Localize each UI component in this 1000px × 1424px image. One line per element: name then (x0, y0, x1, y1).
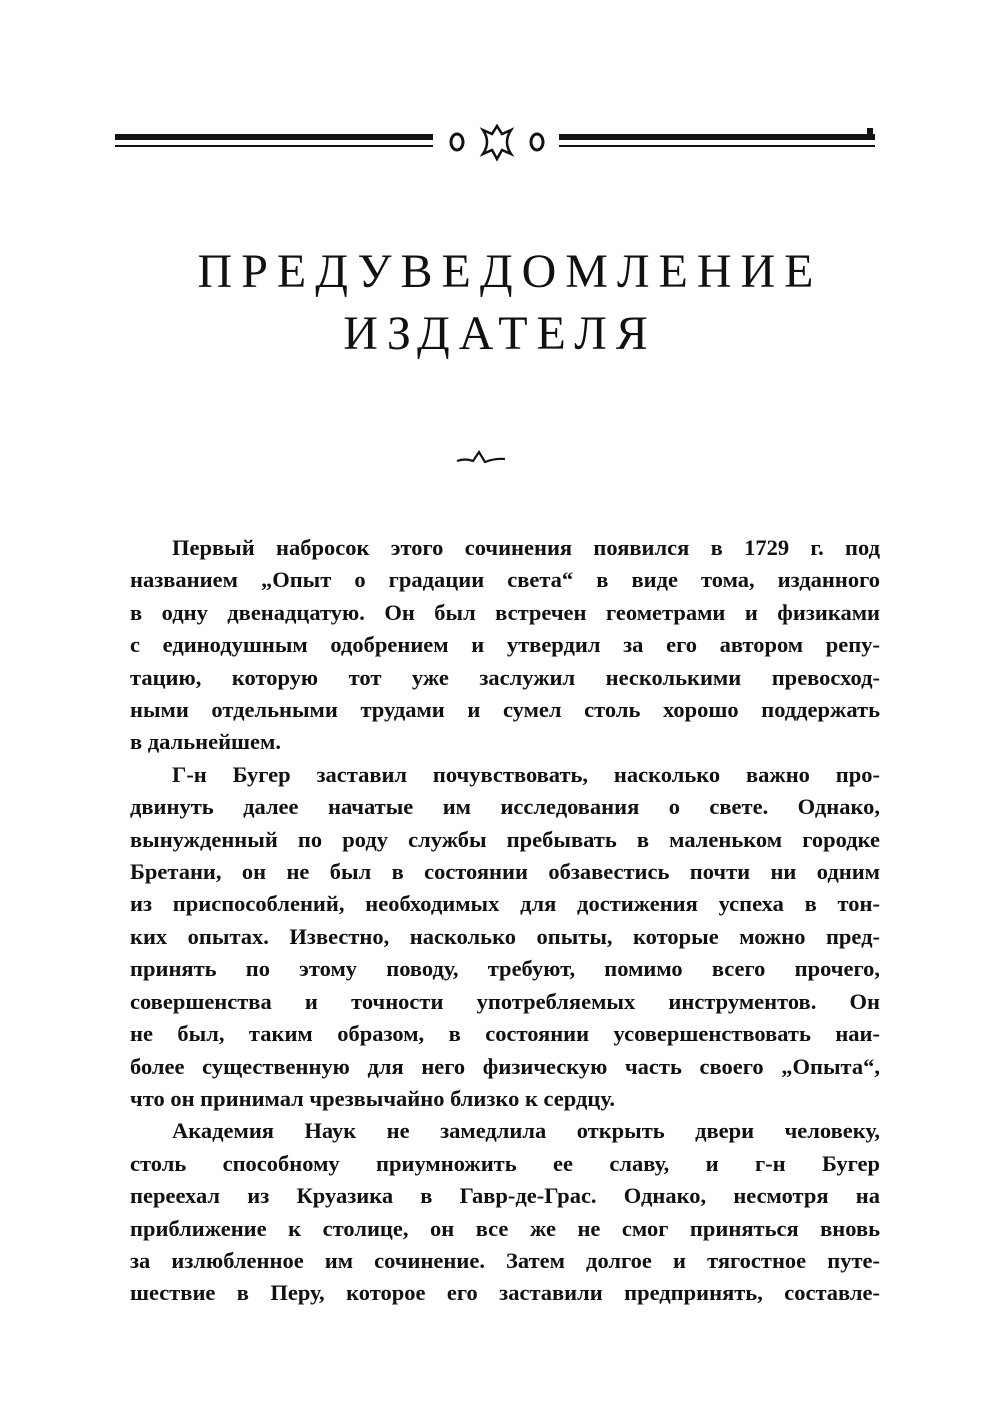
paragraph (130, 759, 880, 1115)
text-line: Первый набросок этого сочинения появился в 1729 г. под (172, 535, 880, 560)
text-line: совершенства и точности употребляемых инструментов. Он (130, 988, 880, 1014)
page-title-line-2: ИЗДАТЕЛЯ (343, 307, 657, 360)
text-line: за излюбленное им сочинение. Затем долгое и тягостное путе- (130, 1247, 880, 1273)
text-line: не был, таким образом, в состоянии усовершенствовать наи- (130, 1021, 880, 1047)
body-text (130, 532, 880, 1310)
paragraph (130, 532, 880, 759)
text-line: ких опытах. Известно, насколько опыты, которые можно пред- (130, 923, 880, 949)
text-line: что он принимал чрезвычайно близко к сердцу. (130, 1085, 615, 1111)
page-title-line-1: ПРЕДУВЕДОМЛЕНИЕ (197, 245, 823, 298)
text-line: в дальнейшем. (130, 729, 281, 755)
text-line: приближение к столице, он все же не смог приняться вновь (130, 1215, 880, 1241)
text-line: названием „Опыт о градации света“ в виде тома, изданного (130, 567, 880, 593)
text-line: вынужденный по роду службы пребывать в маленьком городке (130, 826, 880, 852)
text-line: столь способному приумножить ее славу, и г-н Бугер (130, 1150, 880, 1176)
text-line: в одну двенадцатую. Он был встречен геометрами и физиками (130, 599, 880, 625)
text-line: Бретани, он не был в состоянии обзавестись почти ни одним (130, 859, 880, 885)
text-line: из приспособлений, необходимых для достижения успеха в тон- (130, 891, 880, 917)
text-line: с единодушным одобрением и утвердил за его автором репу- (130, 632, 880, 658)
text-line: шествие в Перу, которое его заставили предпринять, составле- (130, 1280, 880, 1306)
divider-ornament-icon (455, 448, 507, 468)
text-line: Г-н Бугер заставил почувствовать, насколько важно про- (172, 761, 880, 787)
text-line: тацию, которую тот уже заслужил несколькими превосход- (130, 664, 880, 690)
text-line: ными отдельными трудами и сумел столь хорошо поддержать (130, 697, 880, 723)
text-line: Академия Наук не замедлила открыть двери человеку, (172, 1118, 880, 1144)
text-line: более существенную для него физическую часть своего „Опыта“, (130, 1053, 880, 1079)
text-line: принять по этому поводу, требуют, помимо всего прочего, (130, 956, 880, 982)
paragraph (130, 1115, 880, 1309)
text-line: переехал из Круазика в Гавр-де-Грас. Однако, несмотря на (130, 1183, 880, 1209)
text-line: двинуть далее начатые им исследования о свете. Однако, (130, 794, 880, 820)
header-ornament-icon (115, 122, 877, 162)
